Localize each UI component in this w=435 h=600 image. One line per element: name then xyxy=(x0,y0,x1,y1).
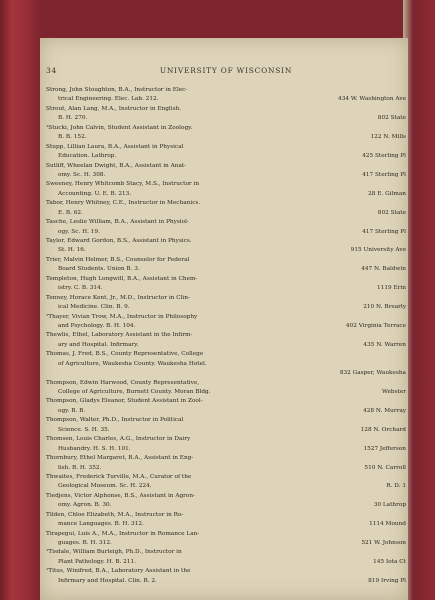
entry-address: 802 State xyxy=(377,209,406,216)
entry-address: R. D. 1 xyxy=(386,483,406,490)
entry-line xyxy=(46,473,406,482)
entry-text: Plant Pathology. H. B. 211. xyxy=(58,558,136,565)
entry-line xyxy=(46,246,406,255)
entry-text: Infirmary and Hospital. Clin. B. 2. xyxy=(58,577,157,584)
entry-text: Stupp, Lillian Laura, B.A., Assistant in Physical xyxy=(46,143,184,150)
entry-line xyxy=(46,360,406,369)
entry-line xyxy=(46,379,406,388)
entry-text: ¹Thayer, Vivian Trow, M.A., Instructor in Philosophy xyxy=(46,313,198,320)
entry-line xyxy=(46,124,406,133)
entry-text: mance Languages. B. H. 312. xyxy=(58,521,144,528)
entry-line xyxy=(46,218,406,227)
entry-line xyxy=(46,501,406,510)
entry-text: Tasche, Leslie William, B.A., Assistant in Physiol- xyxy=(46,219,189,226)
entry-address: 128 N. Orchard xyxy=(360,426,406,433)
directory-entries xyxy=(46,86,406,586)
page-number: 34 xyxy=(46,66,58,75)
entry-line xyxy=(46,133,406,142)
entry-line xyxy=(46,341,406,350)
entry-address: 428 N. Murray xyxy=(363,407,406,414)
entry-line xyxy=(46,313,406,322)
entry-text: Thompson, Edwin Harwood, County Representative, xyxy=(46,379,200,386)
running-title: UNIVERSITY OF WISCONSIN xyxy=(159,66,293,75)
entry-line xyxy=(46,86,406,95)
entry-text: ogy. B. B. xyxy=(58,407,86,414)
entry-text: Taylor, Edward Gordon, B.S., Assistant in Physics. xyxy=(46,238,192,244)
entry-line xyxy=(46,369,406,378)
entry-line xyxy=(46,331,406,340)
entry-line xyxy=(46,539,406,548)
entry-address: 447 N. Baldwin xyxy=(361,266,406,273)
entry-text: Thewlis, Ethel, Laboratory Assistant in the Infirm- xyxy=(46,332,193,339)
entry-line xyxy=(46,407,406,416)
entry-text: Tabor, Henry Whitney, C.E., Instructor in Mechanics. xyxy=(46,200,201,207)
entry-text: Thomas, J. Fred, B.S., County Representative, College xyxy=(46,351,204,358)
entry-line xyxy=(46,180,406,189)
entry-line xyxy=(46,397,406,406)
entry-line xyxy=(46,388,406,397)
entry-line xyxy=(46,275,406,284)
entry-address: 435 N. Warren xyxy=(363,341,406,348)
entry-address: 1119 Erin xyxy=(377,285,406,292)
entry-address: 30 Lathrop xyxy=(373,502,406,509)
entry-line xyxy=(46,152,406,161)
entry-line xyxy=(46,558,406,567)
entry-text: Thompson, Walter, Ph.D., Instructor in Political xyxy=(46,417,184,424)
entry-text: Accounting. U. E. B. 213. xyxy=(58,190,132,197)
entry-address: 819 Irving Pl xyxy=(368,577,406,584)
entry-line xyxy=(46,171,406,180)
entry-line xyxy=(46,492,406,501)
entry-text: of Agriculture, Waukesha County. Waukesha Hotel. xyxy=(58,360,207,367)
entry-line xyxy=(46,577,406,586)
entry-text: Tilden, Chloe Elizabeth, M.A., Instructor in Ro- xyxy=(46,511,184,518)
entry-text: Husbandry. H. S. H. 101. xyxy=(58,445,131,452)
entry-text: St. H. 16. xyxy=(58,247,86,254)
entry-line xyxy=(46,416,406,425)
entry-line xyxy=(46,464,406,473)
entry-text: Geological Museum. Sc. H. 224. xyxy=(58,483,152,490)
entry-text: ¹Tisdale, William Burleigh, Ph.D., Instructor in xyxy=(46,549,182,556)
entry-line xyxy=(46,435,406,444)
entry-line xyxy=(46,256,406,265)
entry-line xyxy=(46,482,406,491)
entry-line xyxy=(46,265,406,274)
entry-text: omy. Sc. H. 308. xyxy=(58,171,106,178)
entry-text: and Psychology. B. H. 104. xyxy=(58,322,136,329)
entry-line xyxy=(46,284,406,293)
entry-text: Thompson, Gladys Eleanor, Student Assistant in Zool- xyxy=(46,398,203,405)
entry-line xyxy=(46,237,406,246)
entry-line xyxy=(46,199,406,208)
entry-line xyxy=(46,520,406,529)
entry-text: Thornbury, Ethel Margaret, B.A., Assistant in Eng- xyxy=(46,455,194,462)
entry-text: ¹Stucki, John Calvin, Student Assistant in Zoology. xyxy=(46,124,193,131)
entry-address: 122 N. Mills xyxy=(370,134,406,141)
entry-text: ary and Hospital. Infirmary. xyxy=(58,341,139,348)
entry-text: guages. B. H. 312. xyxy=(58,540,112,546)
entry-text: Strout, Alan Lang, M.A., Instructor in English. xyxy=(46,105,182,112)
entry-line xyxy=(46,322,406,331)
entry-text: E. B. 62. xyxy=(58,209,83,216)
entry-address: 402 Virginia Terrace xyxy=(345,322,406,329)
entry-line xyxy=(46,454,406,463)
entry-address: 1527 Jefferson xyxy=(363,445,406,452)
entry-line xyxy=(46,511,406,520)
entry-text: ical Medicine. Clin. B. 9. xyxy=(58,304,130,311)
entry-line xyxy=(46,162,406,171)
entry-line xyxy=(46,190,406,199)
entry-text: Trier, Malvin Helmer, B.S., Counselor for Federal xyxy=(46,256,190,263)
entry-text: Tenney, Horace Kent, Jr., M.D., Instructor in Clin- xyxy=(46,294,190,301)
entry-address: 417 Sterling Pl xyxy=(362,171,406,178)
entry-line xyxy=(46,114,406,123)
entry-text: Templeton, Hugh Longwill, B.A., Assistant in Chem- xyxy=(46,275,198,282)
page-header xyxy=(46,66,406,76)
entry-address: 832 Gasper, Waukesha xyxy=(339,370,406,377)
entry-line xyxy=(46,95,406,104)
entry-line xyxy=(46,105,406,114)
entry-line xyxy=(46,228,406,237)
entry-line xyxy=(46,567,406,576)
entry-address: 510 N. Carroll xyxy=(364,464,406,471)
entry-address: 915 University Ave xyxy=(350,247,406,254)
entry-line xyxy=(46,426,406,435)
entry-text: Thwaites, Frederick Turville, M.A., Curator of the xyxy=(46,473,192,480)
book-page xyxy=(40,38,408,600)
entry-line xyxy=(46,303,406,312)
entry-line xyxy=(46,143,406,152)
entry-text: istry. C. B. 314. xyxy=(58,285,103,292)
entry-text: ¹Titus, Winifred, B.A., Laboratory Assistant in the xyxy=(46,568,191,575)
entry-address: 521 W. Johnson xyxy=(361,540,406,546)
entry-text: Strong, John Stoughton, B.A., Instructor in Elec- xyxy=(46,87,188,93)
entry-text: B. H. 270. xyxy=(58,115,88,122)
entry-text: Board Students. Union B. 3. xyxy=(58,266,140,273)
entry-text: omy. Agron. B. 30. xyxy=(58,502,112,509)
entry-line xyxy=(46,209,406,218)
entry-line xyxy=(46,530,406,539)
entry-address: 802 State xyxy=(377,115,406,122)
entry-text: Tiedjens, Victor Alphonse, B.S., Assistant in Agron- xyxy=(46,492,196,499)
entry-text: Sweeney, Henry Whitcomb Stacy, M.S., Instructor in xyxy=(46,181,200,188)
entry-text: Sutliff, Wheelan Dwight, B.A., Assistant in Anat- xyxy=(46,162,187,169)
entry-text: ogy. Sc. H. 19. xyxy=(58,228,100,235)
entry-address: 434 W. Washington Ave xyxy=(338,96,406,103)
entry-address: 28 E. Gilman xyxy=(368,190,406,197)
entry-text: Science. S. H. 35. xyxy=(58,426,110,433)
entry-address: 1114 Mound xyxy=(369,521,406,528)
entry-text: College of Agriculture, Burnett County. Moran Bldg. xyxy=(58,389,211,395)
entry-text: Tirapegui, Luis A., M.A., Instructor in Romance Lan- xyxy=(46,530,200,537)
entry-text: B. B. 152. xyxy=(58,134,87,141)
entry-line xyxy=(46,548,406,557)
entry-text: lish. B. H. 352. xyxy=(58,464,102,471)
entry-address: Webster xyxy=(382,389,406,395)
entry-address: 425 Sterling Pl xyxy=(362,153,406,160)
entry-line xyxy=(46,350,406,359)
entry-text: Education. Lathrop. xyxy=(58,153,117,160)
entry-address: 145 Iota Ct xyxy=(373,558,406,565)
entry-line xyxy=(46,445,406,454)
entry-line xyxy=(46,294,406,303)
entry-text: Thomsen, Louis Charles, A.G., Instructor in Dairy xyxy=(46,436,191,443)
entry-text: trical Engineering. Elec. Lab. 212. xyxy=(58,96,159,103)
entry-address: 210 N. Brearly xyxy=(363,304,406,311)
entry-address: 417 Sterling Pl xyxy=(362,228,406,235)
